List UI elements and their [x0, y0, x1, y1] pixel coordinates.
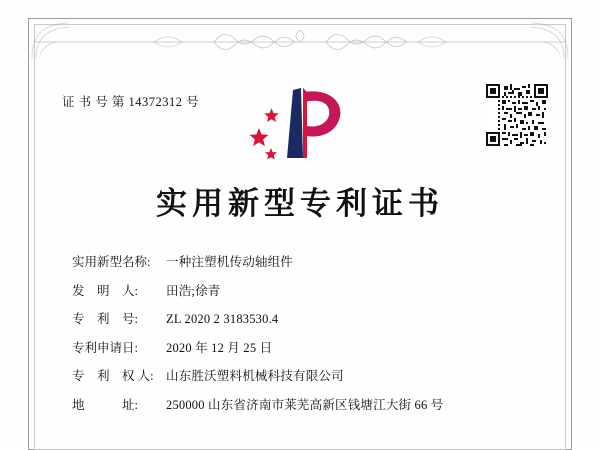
field-value-patentee: 山东胜沃塑料机械科技有限公司 — [166, 369, 344, 383]
field-value-inventor: 田浩;徐青 — [166, 283, 221, 298]
field-row-patentee — [72, 366, 540, 384]
field-label-application-date: 专利申请日: — [72, 340, 138, 355]
field-row-patent-number — [72, 309, 540, 327]
field-value-utility-model-name: 一种注塑机传动轴组件 — [166, 255, 294, 269]
field-label-patentee: 专 利 权 人: — [72, 369, 154, 383]
field-label-address: 地 址: — [72, 397, 138, 412]
qr-code-icon — [486, 84, 548, 146]
patent-emblem-icon — [247, 82, 351, 166]
field-value-patent-number: ZL 2020 2 3183530.4 — [166, 312, 279, 326]
field-row-utility-model-name — [72, 252, 540, 270]
field-label-utility-model-name: 实用新型名称: — [72, 255, 151, 269]
field-value-address: 250000 山东省济南市莱芜高新区钱塘江大街 66 号 — [166, 397, 444, 412]
field-label-inventor: 发 明 人: — [72, 283, 138, 298]
corner-flourish-top-left — [30, 20, 84, 60]
field-label-patent-number: 专 利 号: — [72, 312, 138, 326]
corner-flourish-top-right — [516, 20, 570, 60]
field-value-application-date: 2020 年 12 月 25 日 — [166, 340, 273, 355]
field-row-inventor — [72, 281, 540, 299]
certificate-fields — [72, 252, 540, 423]
page-title: 实用新型专利证书 — [156, 186, 444, 222]
ornament-band — [34, 24, 566, 60]
certificate-number: 证 书 号 第 14372312 号 — [62, 95, 200, 109]
field-row-application-date — [72, 338, 540, 356]
field-row-address — [72, 395, 540, 413]
